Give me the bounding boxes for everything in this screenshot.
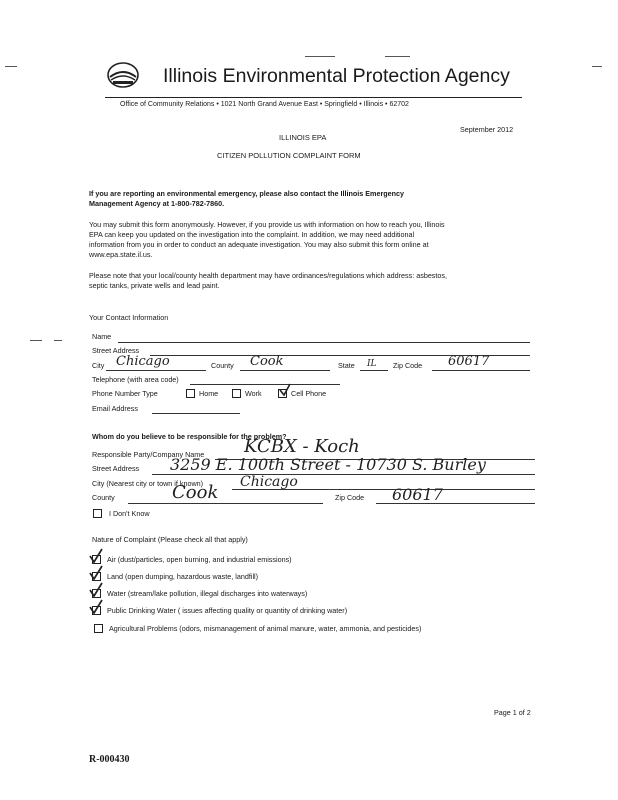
contact-county-value[interactable]: Cook: [250, 354, 284, 369]
scan-speck: [305, 56, 335, 57]
phone-work-checkbox[interactable]: [232, 389, 241, 398]
header-rule: [105, 97, 522, 98]
phone-type-label: Phone Number Type: [92, 389, 158, 398]
contact-city-value[interactable]: Chicago: [116, 354, 170, 369]
responsible-street-value[interactable]: 3259 E. 100th Street - 10730 S. Burley: [170, 455, 486, 474]
contact-heading: Your Contact Information: [89, 313, 169, 322]
contact-state-value[interactable]: IL: [367, 359, 377, 369]
responsible-county-label: County: [92, 493, 115, 502]
dont-know-checkbox[interactable]: [93, 509, 102, 518]
contact-zip-label: Zip Code: [393, 361, 423, 370]
responsible-county-field[interactable]: [128, 503, 323, 504]
agency-name: Illinois Environmental Protection Agency: [163, 65, 510, 87]
form-title-agency: ILLINOIS EPA: [279, 133, 327, 142]
water-label: Water (stream/lake pollution, illegal discharges into waterways): [107, 589, 308, 598]
checkmark-icon: [88, 599, 104, 620]
contact-phone-field[interactable]: [190, 384, 340, 385]
anonymous-notice-line: You may submit this form anonymously. However, if you provide us with information on how to reach you, Illinois: [89, 220, 445, 229]
responsible-zip-value[interactable]: 60617: [392, 485, 443, 504]
scan-speck: [54, 340, 62, 341]
contact-state-field[interactable]: [360, 370, 388, 371]
anonymous-notice-line: information from you in order to conduct an adequate investigation. You may also submit this form online at: [89, 240, 429, 249]
contact-name-label: Name: [92, 332, 112, 341]
contact-zip-field[interactable]: [432, 370, 530, 371]
contact-phone-label: Telephone (with area code): [92, 375, 179, 384]
contact-street-label: Street Address: [92, 346, 140, 355]
drinking-water-label: Public Drinking Water ( issues affecting quality or quantity of drinking water): [107, 606, 348, 615]
nature-heading: Nature of Complaint (Please check all that apply): [92, 535, 248, 544]
anonymous-notice-line: EPA can keep you updated on the investigation into the complaint. In addition, we may need additional: [89, 230, 415, 239]
responsible-heading: Whom do you believe to be responsible for the problem?: [92, 432, 287, 441]
checkmark-icon: [278, 383, 292, 402]
contact-county-label: County: [211, 361, 234, 370]
scan-speck: [385, 56, 410, 57]
responsible-street-label: Street Address: [92, 464, 140, 473]
responsible-zip-label: Zip Code: [335, 493, 365, 502]
agency-address: Office of Community Relations • 1021 North Grand Avenue East • Springfield • Illinois • 62702: [120, 101, 409, 108]
form-date: September 2012: [460, 125, 514, 134]
contact-email-label: Email Address: [92, 404, 138, 413]
phone-home-label: Home: [199, 389, 219, 398]
contact-zip-value[interactable]: 60617: [448, 354, 490, 369]
responsible-city-value[interactable]: Chicago: [240, 474, 298, 490]
responsible-party-value[interactable]: KCBX - Koch: [244, 436, 360, 457]
form-title: CITIZEN POLLUTION COMPLAINT FORM: [217, 151, 361, 160]
agency-seal: [106, 62, 140, 88]
contact-state-label: State: [338, 361, 355, 370]
dont-know-label: I Don't Know: [109, 509, 150, 518]
contact-email-field[interactable]: [152, 413, 240, 414]
contact-name-field[interactable]: [118, 342, 530, 343]
document-id: R-000430: [89, 754, 130, 765]
responsible-city-label: City (Nearest city or town if known): [92, 479, 204, 488]
phone-work-label: Work: [245, 389, 262, 398]
anonymous-notice-line: www.epa.state.il.us.: [89, 250, 153, 259]
air-label: Air (dust/particles, open burning, and industrial emissions): [107, 555, 292, 564]
emergency-notice-line: Management Agency at 1-800-782-7860.: [89, 199, 225, 208]
scan-speck: [592, 66, 602, 67]
health-dept-note: Please note that your local/county health department may have ordinances/regulations which address: asbestos,: [89, 271, 447, 280]
contact-county-field[interactable]: [240, 370, 330, 371]
scan-speck: [30, 340, 42, 341]
responsible-street-field[interactable]: [152, 474, 535, 475]
responsible-party-label: Responsible Party/Company Name: [92, 450, 205, 459]
agricultural-label: Agricultural Problems (odors, mismanagement of animal manure, water, ammonia, and pesticides): [109, 624, 422, 633]
contact-city-label: City: [92, 361, 105, 370]
phone-cell-label: Cell Phone: [291, 389, 327, 398]
page-number: Page 1 of 2: [494, 708, 531, 717]
agricultural-checkbox[interactable]: [94, 624, 103, 633]
responsible-county-value[interactable]: Cook: [172, 482, 219, 503]
scan-speck: [5, 66, 17, 67]
phone-home-checkbox[interactable]: [186, 389, 195, 398]
contact-city-field[interactable]: [106, 370, 206, 371]
health-dept-note: septic tanks, private wells and lead paint.: [89, 281, 220, 290]
land-label: Land (open dumping, hazardous waste, landfill): [107, 572, 259, 581]
emergency-notice-line: If you are reporting an environmental emergency, please also contact the Illinois Emergency: [89, 189, 405, 198]
